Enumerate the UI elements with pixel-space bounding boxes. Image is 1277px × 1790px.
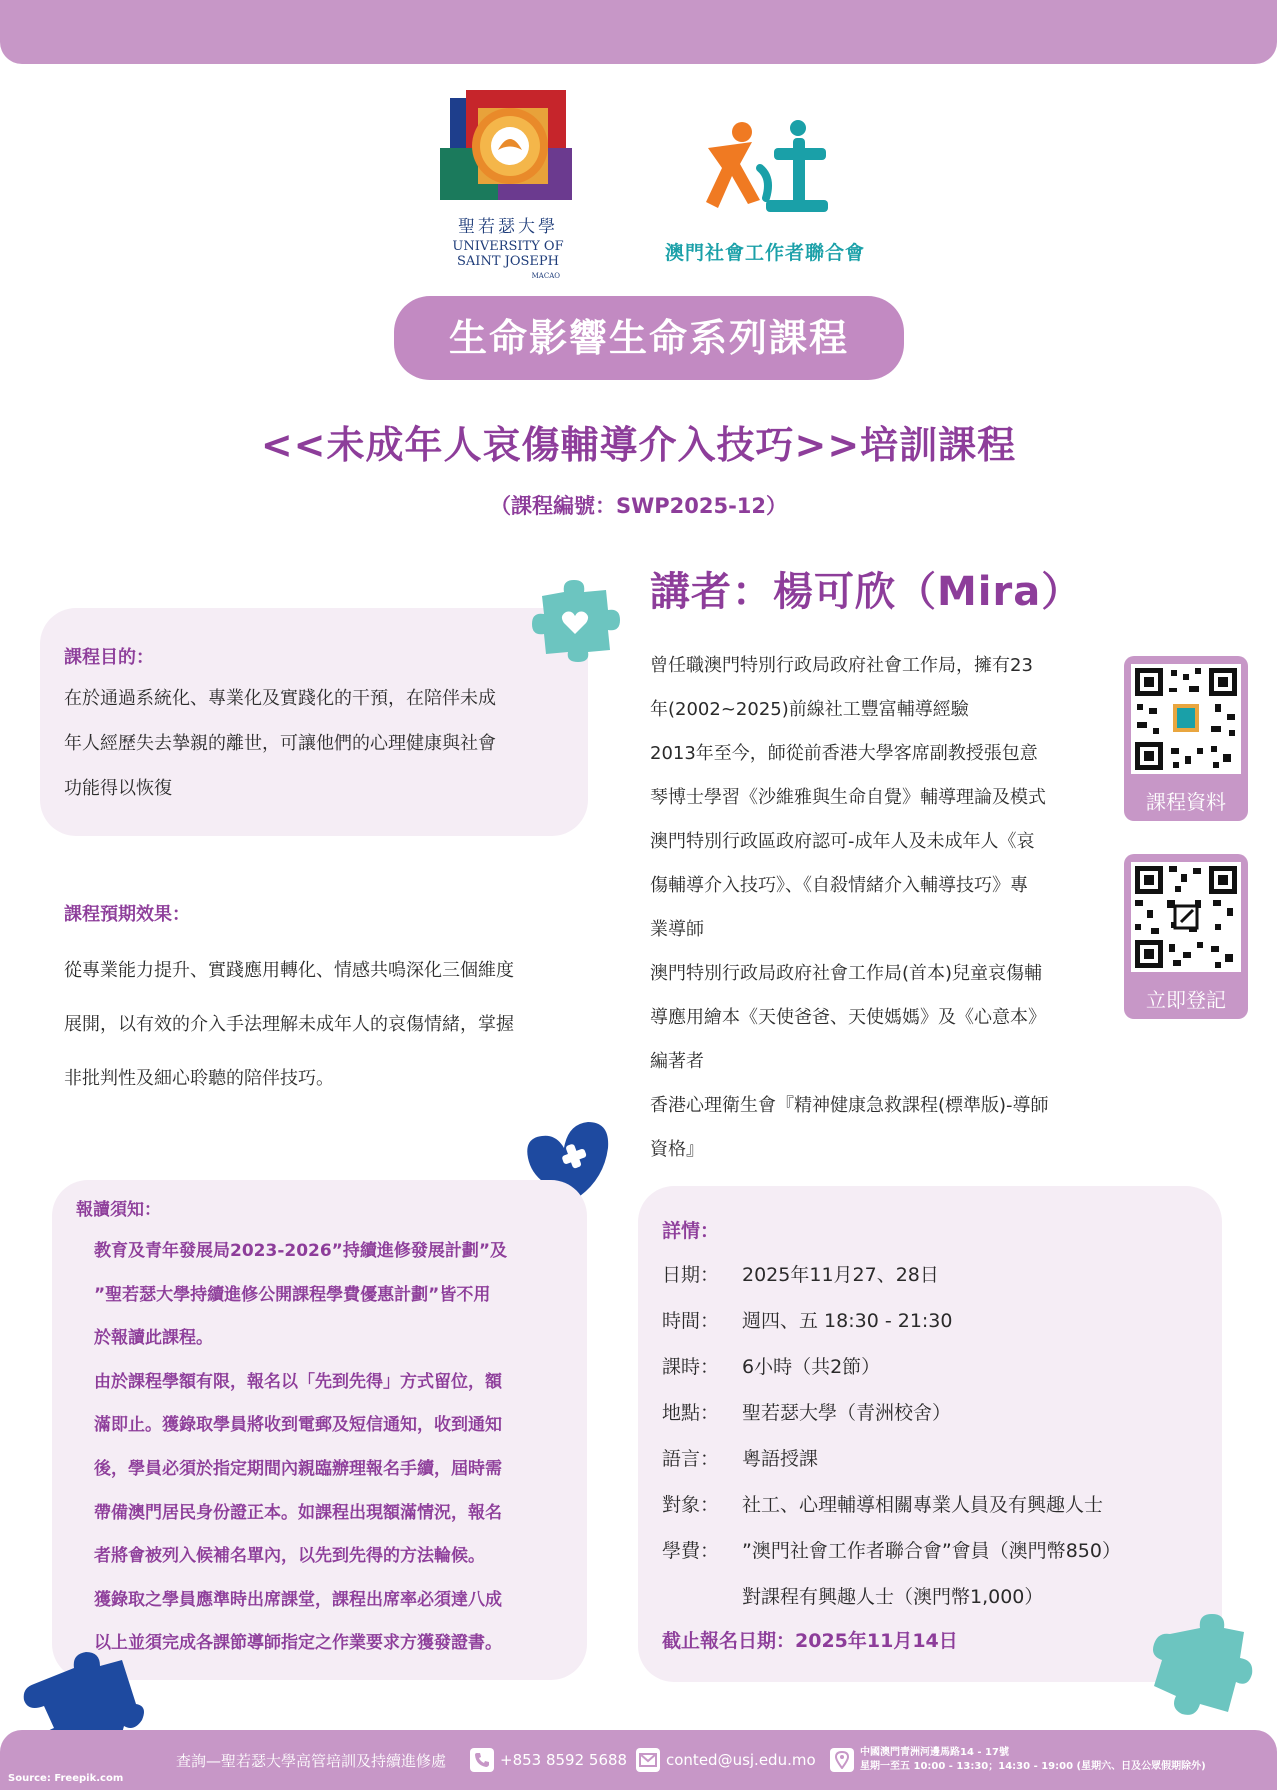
purpose-text (64, 676, 584, 811)
usj-macao: MACAO (531, 272, 560, 280)
bio-line: 澳門特別行政區政府認可-成年人及未成年人《哀 (650, 831, 1035, 852)
footer-phone-number: +853 8592 5688 (500, 1751, 628, 1769)
footer-address-line: 中國澳門青洲河邊馬路14 - 17號 (860, 1747, 1009, 1758)
detail-row-language (662, 1444, 818, 1471)
detail-value: ”澳門社會工作者聯合會”會員（澳門幣850） (742, 1540, 1121, 1562)
speaker-bio (650, 644, 1120, 1172)
footer-hours-line: 星期一至五 10:00 - 13:30；14:30 - 19:00 (星期六、日及公眾假期除外) (860, 1761, 1206, 1772)
course-code: （課程編號：SWP2025-12） (489, 494, 788, 518)
bio-line: 澳門特別行政局政府社會工作局(首本)兒童哀傷輔 (650, 963, 1043, 984)
bio-line: 資格』 (650, 1139, 704, 1160)
bio-line: 導應用繪本《天使爸爸、天使媽媽》及《心意本》 (650, 1007, 1046, 1028)
notice-line: 帶備澳門居民身份證正本。如課程出現額滿情況，報名 (94, 1502, 502, 1523)
usj-emblem-icon (438, 88, 578, 208)
bio-line: 2013年至今，師從前香港大學客席副教授張包意 (650, 743, 1038, 764)
purpose-line: 在於通過系統化、專業化及實踐化的干預，在陪伴未成 (64, 688, 496, 709)
qr-register-label: 立即登記 (1146, 988, 1226, 1012)
detail-key: 課時： (662, 1356, 720, 1378)
top-banner (0, 0, 1277, 64)
detail-row-target (662, 1490, 1103, 1517)
footer-email[interactable] (636, 1730, 816, 1790)
outcome-label: 課程預期效果： (64, 904, 190, 925)
notice-line: ”聖若瑟大學持續進修公開課程學費優惠計劃”皆不用 (94, 1284, 491, 1305)
email-icon (636, 1748, 660, 1772)
bio-line: 曾任職澳門特別行政局政府社會工作局，擁有23 (650, 655, 1033, 676)
usj-chinese-name: 聖若瑟大學 (458, 217, 558, 237)
details-label: 詳情： (662, 1220, 720, 1242)
bio-line: 年(2002~2025)前線社工豐富輔導經驗 (650, 699, 969, 720)
footer-bar (0, 1730, 1277, 1790)
mswa-emblem-icon (700, 118, 830, 228)
detail-value: 粵語授課 (742, 1448, 819, 1470)
footer-email-address: conted@usj.edu.mo (666, 1751, 816, 1769)
notice-line: 後，學員必須於指定期間內親臨辦理報名手續，屆時需 (94, 1458, 502, 1479)
notice-line: 獲錄取之學員應準時出席課堂，課程出席率必須達八成 (94, 1589, 502, 1610)
detail-value: 週四、五 18:30 - 21:30 (742, 1310, 953, 1332)
detail-row-venue (662, 1398, 951, 1425)
notice-line: 教育及青年發展局2023-2026”持續進修發展計劃”及 (94, 1241, 508, 1261)
puzzle-heart-icon (530, 578, 620, 662)
image-source-credit: Source: Freepik.com (8, 1773, 124, 1784)
notice-line: 由於課程學額有限，報名以「先到先得」方式留位，額 (94, 1371, 502, 1392)
course-title: <<未成年人哀傷輔導介入技巧>>培訓課程 (260, 423, 1017, 467)
notice-text (94, 1230, 564, 1666)
notice-line: 滿即止。獲錄取學員將收到電郵及短信通知，收到通知 (94, 1415, 502, 1436)
qr-course-info-label: 課程資料 (1146, 790, 1226, 814)
purpose-label: 課程目的： (64, 647, 154, 668)
notice-line: 於報讀此課程。 (94, 1328, 213, 1349)
notice-line: 以上並須完成各課節導師指定之作業要求方獲發證書。 (94, 1633, 502, 1654)
registration-deadline: 截止報名日期：2025年11月14日 (662, 1630, 958, 1652)
bio-line: 業導師 (650, 919, 704, 940)
qr-course-info[interactable] (1124, 656, 1248, 821)
detail-key: 地點： (662, 1402, 720, 1424)
footer-address (830, 1730, 1206, 1790)
detail-row-fee (662, 1536, 1121, 1563)
footer-enquiry: 查詢—聖若瑟大學高管培訓及持續進修處 (176, 1751, 447, 1770)
purpose-line: 年人經歷失去摯親的離世，可讓他們的心理健康與社會 (64, 733, 496, 754)
bio-line: 編著者 (650, 1051, 704, 1072)
phone-icon (470, 1748, 494, 1772)
detail-row-hours (662, 1352, 880, 1379)
outcome-line: 從專業能力提升、實踐應用轉化、情感共鳴深化三個維度 (64, 960, 514, 981)
notice-line: 者將會被列入候補名單內，以先到先得的方法輪候。 (94, 1546, 485, 1567)
purpose-line: 功能得以恢復 (64, 778, 172, 799)
bio-line: 琴博士學習《沙維雅與生命自覺》輔導理論及模式 (650, 787, 1046, 808)
notice-label: 報讀須知： (76, 1200, 161, 1220)
usj-english-line2: SAINT JOSEPH (457, 254, 559, 269)
outcome-line: 非批判性及細心聆聽的陪伴技巧。 (64, 1068, 334, 1089)
speaker-name: 講者：楊可欣（Mira） (650, 569, 1083, 615)
series-title-badge: 生命影響生命系列課程 (394, 296, 904, 380)
detail-key: 日期： (662, 1264, 720, 1286)
qr-code-icon (1131, 862, 1241, 972)
outcome-text (64, 944, 604, 1106)
detail-key: 對象： (662, 1494, 720, 1516)
detail-key: 時間： (662, 1310, 720, 1332)
footer-phone[interactable] (470, 1730, 627, 1790)
bio-line: 香港心理衛生會『精神健康急救課程(標準版)-導師 (650, 1095, 1049, 1116)
qr-register[interactable] (1124, 854, 1248, 1019)
puzzle-piece-teal-icon (1148, 1612, 1258, 1722)
detail-row-time (662, 1306, 953, 1333)
usj-english-line1: UNIVERSITY OF (452, 239, 564, 254)
bio-line: 傷輔導介入技巧》、《自殺情緒介入輔導技巧》專 (650, 875, 1028, 896)
outcome-line: 展開，以有效的介入手法理解未成年人的哀傷情緒，掌握 (64, 1014, 514, 1035)
detail-key: 學費： (662, 1540, 720, 1562)
detail-row-date (662, 1260, 939, 1287)
detail-value: 6小時（共2節） (742, 1356, 881, 1378)
mswa-logo (650, 118, 880, 265)
location-pin-icon (830, 1748, 854, 1772)
detail-value: 對課程有興趣人士（澳門幣1,000） (742, 1586, 1044, 1608)
qr-code-icon (1131, 664, 1241, 774)
detail-row-fee-public (662, 1582, 1043, 1609)
detail-value: 聖若瑟大學（青洲校舍） (742, 1402, 952, 1424)
mswa-name: 澳門社會工作者聯合會 (664, 242, 865, 264)
detail-value: 社工、心理輔導相關專業人員及有興趣人士 (742, 1494, 1104, 1516)
usj-logo (438, 88, 578, 284)
detail-value: 2025年11月27、28日 (742, 1264, 939, 1286)
detail-key: 語言： (662, 1448, 720, 1470)
